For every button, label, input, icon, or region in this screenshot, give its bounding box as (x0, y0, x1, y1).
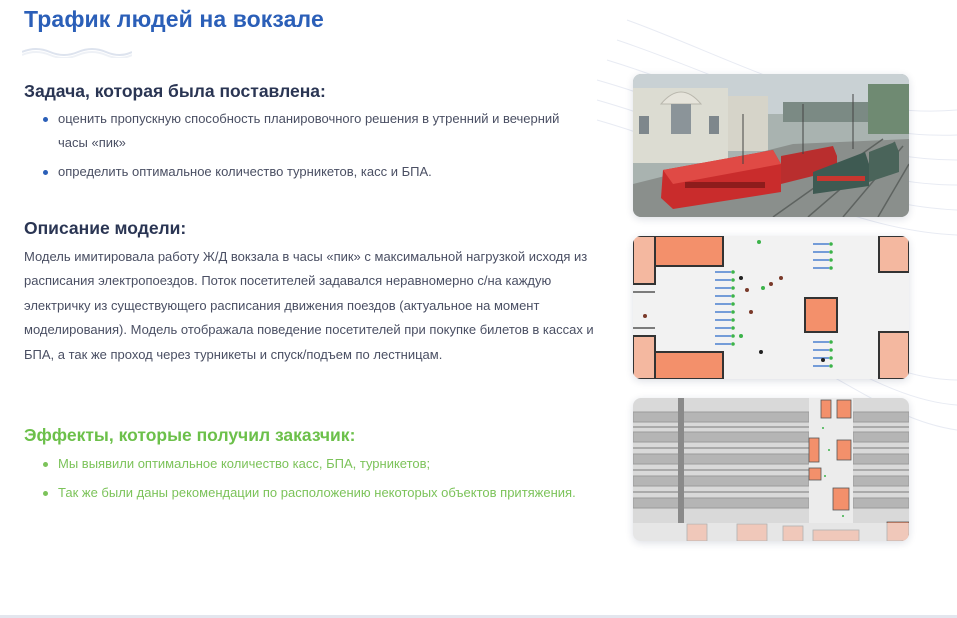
page-title: Трафик людей на вокзале (24, 6, 324, 32)
effects-list (42, 452, 582, 510)
station-plan (633, 398, 909, 541)
task-item: оценить пропускную способность планировочного решения в утренний и вечерний часы «пик» (42, 107, 582, 155)
task-list (42, 107, 582, 189)
title-underline-wave (22, 44, 132, 58)
model-description: Модель имитировала работу Ж/Д вокзала в часы «пик» с максимальной нагрузкой исходя из расписания электропоездов. Поток посетителей задавался неравномерно с/на каждую электричку из существующего расписания движения поездов (актуальное на момент моделирования). Модель отображала поведение посетителей при покупке билетов в кассах и БПА, а так же проход через турникеты и спуск/подъем по лестницам. (24, 249, 594, 362)
effect-item: Так же были даны рекомендации по расположению некоторых объектов притяжения. (42, 481, 582, 505)
effect-item: Мы выявили оптимальное количество касс, БПА, турникетов; (42, 452, 582, 476)
task-heading: Задача, которая была поставлена: (24, 81, 326, 101)
effects-heading: Эффекты, которые получил заказчик: (24, 425, 356, 445)
task-item: определить оптимальное количество турникетов, касс и БПА. (42, 160, 582, 184)
model-heading: Описание модели: (24, 218, 187, 238)
simulation-layout (633, 236, 909, 379)
station-photo (633, 74, 909, 217)
